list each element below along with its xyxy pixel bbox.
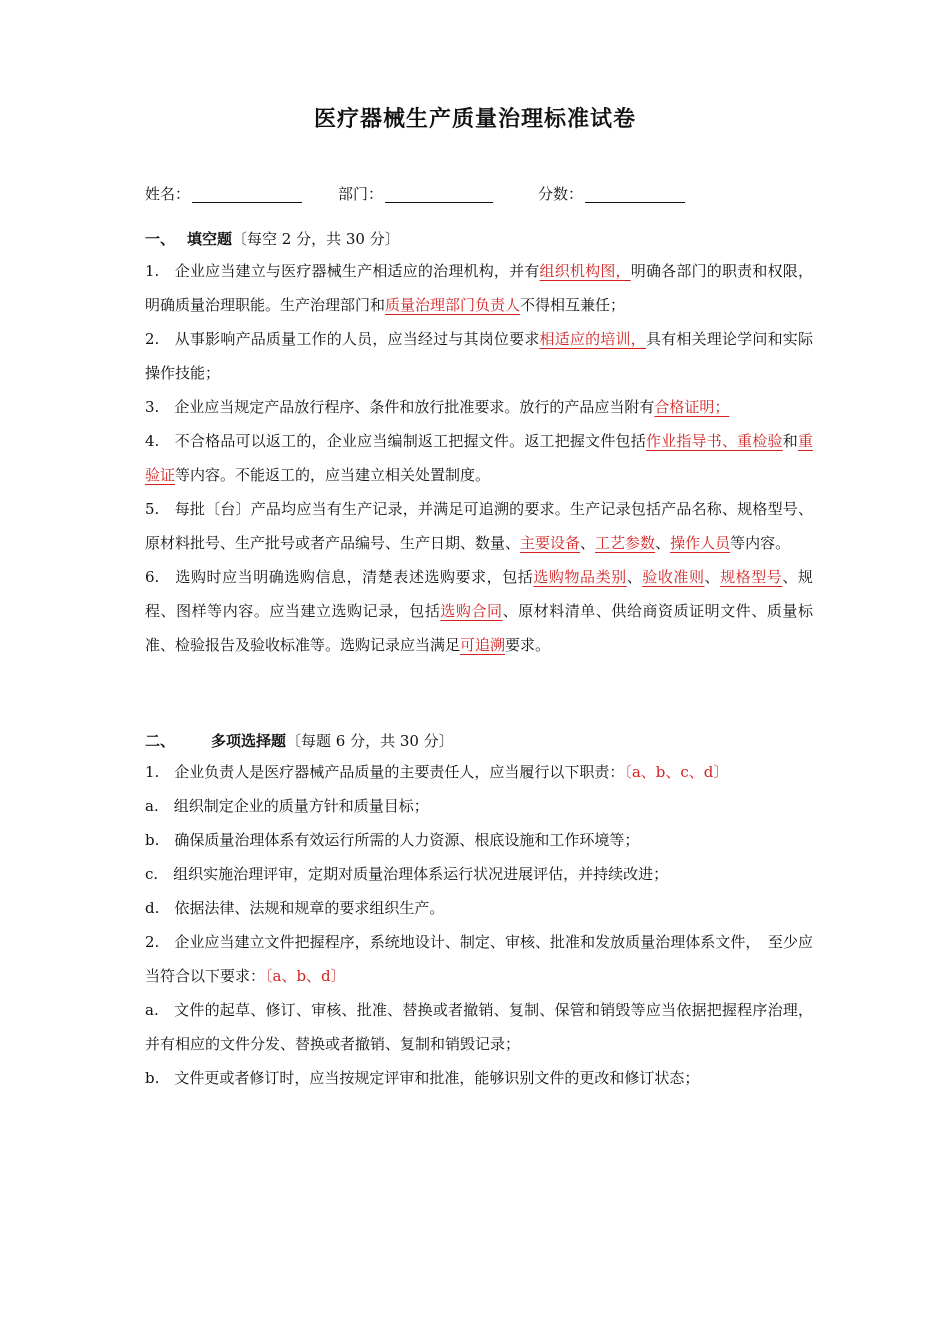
department-label: 部门： (338, 185, 384, 203)
section-2-heading: 二、 多项选择题〔每题 6 分，共 30 分〕 (145, 732, 454, 750)
answer-blank: 规格型号 (720, 568, 783, 586)
answer-blank: 验收准则 (642, 568, 705, 586)
section-1-score: 〔每空 2 分，共 30 分〕 (232, 230, 400, 248)
department-blank[interactable] (385, 186, 493, 203)
section-2-title: 多项选择题 (211, 732, 287, 750)
section-1-heading: 一、 填空题〔每空 2 分，共 30 分〕 (145, 230, 400, 248)
answer-blank: 相适应的培训， (539, 330, 646, 348)
section-2-score: 〔每题 6 分，共 30 分〕 (286, 732, 454, 750)
question-1-2: 2. 从事影响产品质量工作的人员，应当经过与其岗位要求相适应的培训，具有相关理论学问和实际操作技能； (145, 330, 813, 382)
answer-blank: 主要设备 (520, 534, 581, 552)
answer-blank: 质量治理部门负责人 (385, 296, 521, 314)
section-1-body (145, 254, 813, 662)
section-1-title: 填空题 (187, 230, 233, 248)
exam-title: 医疗器械生产质量治理标准试卷 (313, 107, 636, 132)
answer-blank: 重验证 (145, 432, 813, 484)
option-d: d. 依据法律、法规和规章的要求组织生产。 (145, 899, 445, 917)
score-label: 分数： (538, 185, 584, 203)
question-1-1: 1. 企业应当建立与医疗器械生产相适应的治理机构，并有组织机构图，明确各部门的职责和权限，明确质量治理职能。生产治理部门和质量治理部门负责人不得相互兼任； (145, 262, 813, 314)
option-b: b. 文件更或者修订时，应当按规定评审和批准，能够识别文件的更改和修订状态； (145, 1069, 700, 1087)
question-2-1-answer: 〔a、b、c、d〕 (624, 763, 729, 781)
name-field[interactable] (145, 183, 302, 204)
question-1-5: 5. 每批〔台〕产品均应当有生产记录，并满足可追溯的要求。生产记录包括产品名称、规格型号、原材料批号、生产批号或者产品编号、生产日期、数量、主要设备、工艺参数、操作人员等内容。 (145, 500, 813, 552)
answer-blank: 选购物品类别 (533, 568, 627, 586)
answer-blank: 可追溯 (460, 636, 506, 654)
answer-blank: 组织机构图， (539, 262, 631, 280)
answer-blank: 工艺参数 (595, 534, 656, 552)
question-1-6: 6. 选购时应当明确选购信息，清楚表述选购要求，包括选购物品类别、验收准则、规格型号、规程、图样等内容。应当建立选购记录，包括选购合同、原材料清单、供给商资质证明文件、质量标准、检验报告及验收标准等。选购记录应当满足可追溯要求。 (145, 568, 813, 654)
score-field[interactable] (538, 183, 685, 204)
question-2-2: 2. 企业应当建立文件把握程序，系统地设计、制定、审核、批准和发放质量治理体系文件， 至少应当符合以下要求：〔a、b、d〕 (145, 933, 813, 985)
answer-blank: 选购合同 (440, 602, 503, 620)
answer-blank: 操作人员 (670, 534, 731, 552)
question-1-3: 3. 企业应当规定产品放行程序、条件和放行批准要求。放行的产品应当附有合格证明； (145, 398, 730, 416)
section-2-body (145, 755, 813, 1095)
question-1-4: 4. 不合格品可以返工的，企业应当编制返工把握文件。返工把握文件包括作业指导书、重检验和重验证等内容。不能返工的，应当建立相关处置制度。 (145, 432, 813, 484)
score-blank[interactable] (585, 186, 685, 203)
answer-blank: 作业指导书、重检验 (645, 432, 783, 450)
option-a: a. 组织制定企业的质量方针和质量目标； (145, 797, 429, 815)
answer-blank: 合格证明； (654, 398, 730, 416)
option-b: b. 确保质量治理体系有效运行所需的人力资源、根底设施和工作环境等； (145, 831, 640, 849)
option-c: c. 组织实施治理评审，定期对质量治理体系运行状况进展评估，并持续改进； (145, 865, 669, 883)
department-field[interactable] (338, 183, 493, 204)
option-a: a. 文件的起草、修订、审核、批准、替换或者撤销、复制、保管和销毁等应当依据把握程序治理，并有相应的文件分发、替换或者撤销、复制和销毁记录； (145, 1001, 813, 1053)
exam-header-fields (145, 183, 805, 207)
question-2-1: 1. 企业负责人是医疗器械产品质量的主要责任人，应当履行以下职责：〔a、b、c、d〕 (145, 763, 729, 781)
name-blank[interactable] (192, 186, 302, 203)
question-2-2-answer: 〔a、b、d〕 (265, 967, 346, 985)
name-label: 姓名： (145, 185, 191, 203)
